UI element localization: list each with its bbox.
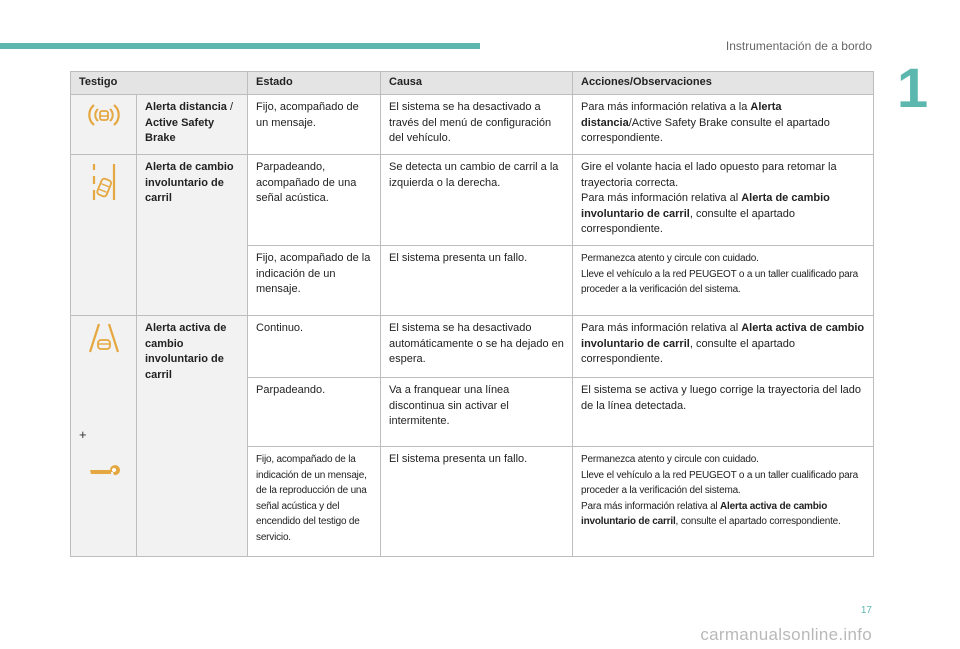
- watermark: carmanualsonline.info: [700, 625, 872, 644]
- chapter-number: 1: [897, 56, 929, 119]
- causa-cell: El sistema presenta un fallo.: [381, 246, 573, 316]
- icon-cell: [71, 155, 137, 316]
- warning-name: Alerta distancia / Active Safety Brake: [137, 95, 248, 155]
- acciones-cell: Permanezca atento y circule con cuidado. Lleve el vehículo a la red PEUGEOT o a un taller cualificado para proceder a la verificación del sistema. Para más información relativa al Alerta activa de cambio involuntario de carril, consulte el apartado correspondiente.: [573, 447, 874, 557]
- acciones-cell: Para más información relativa al Alerta activa de cambio involuntario de carril, consulte el apartado correspondiente.: [573, 316, 874, 378]
- estado-cell: Fijo, acompañado de la indicación de un mensaje.: [248, 246, 381, 316]
- col-header-acciones: Acciones/Observaciones: [573, 72, 874, 95]
- causa-cell: Se detecta un cambio de carril a la izquierda o la derecha.: [381, 155, 573, 246]
- estado-cell: Parpadeando.: [248, 378, 381, 447]
- col-header-testigo: Testigo: [71, 72, 248, 95]
- active-lane-keep-icon: [79, 321, 128, 355]
- page-number: 17: [860, 605, 872, 616]
- acciones-cell: El sistema se activa y luego corrige la trayectoria del lado de la línea detectada.: [573, 378, 874, 447]
- table-row: [71, 95, 874, 155]
- plus-sign: +: [79, 427, 87, 442]
- header-accent-bar: [0, 43, 480, 49]
- causa-cell: Va a franquear una línea discontinua sin activar el intermitente.: [381, 378, 573, 447]
- acciones-cell: Gire el volante hacia el lado opuesto para retomar la trayectoria correcta. Para más información relativa al Alerta de cambio involuntario de carril, consulte el apartado correspondiente.: [573, 155, 874, 246]
- warning-name: Alerta de cambio involuntario de carril: [137, 155, 248, 316]
- acciones-cell: Para más información relativa a la Alerta distancia/Active Safety Brake consulte el apartado correspondiente.: [573, 95, 874, 155]
- icon-cell: [71, 95, 137, 155]
- table-header-row: [71, 72, 874, 95]
- estado-cell: Fijo, acompañado de un mensaje.: [248, 95, 381, 155]
- col-header-estado: Estado: [248, 72, 381, 95]
- estado-cell: Parpadeando, acompañado de una señal acústica.: [248, 155, 381, 246]
- wrench-icon: [79, 461, 128, 481]
- table-row: [71, 155, 874, 246]
- icon-cell: [71, 316, 137, 557]
- causa-cell: El sistema se ha desactivado automáticamente o se ha dejado en espera.: [381, 316, 573, 378]
- col-header-causa: Causa: [381, 72, 573, 95]
- warning-lights-table: [70, 71, 874, 557]
- warning-name: Alerta activa de cambio involuntario de carril: [137, 316, 248, 557]
- acciones-cell: Permanezca atento y circule con cuidado. Lleve el vehículo a la red PEUGEOT o a un taller cualificado para proceder a la verificación del sistema.: [573, 246, 874, 316]
- causa-cell: El sistema presenta un fallo.: [381, 447, 573, 557]
- causa-cell: El sistema se ha desactivado a través del menú de configuración del vehículo.: [381, 95, 573, 155]
- estado-cell: Fijo, acompañado de la indicación de un mensaje, de la reproducción de una señal acústica y del encendido del testigo de servicio.: [248, 447, 381, 557]
- section-title: Instrumentación de a bordo: [725, 39, 872, 53]
- lane-departure-icon: [79, 160, 128, 206]
- estado-cell: Continuo.: [248, 316, 381, 378]
- table-row: [71, 316, 874, 378]
- distance-alert-icon: [79, 100, 128, 130]
